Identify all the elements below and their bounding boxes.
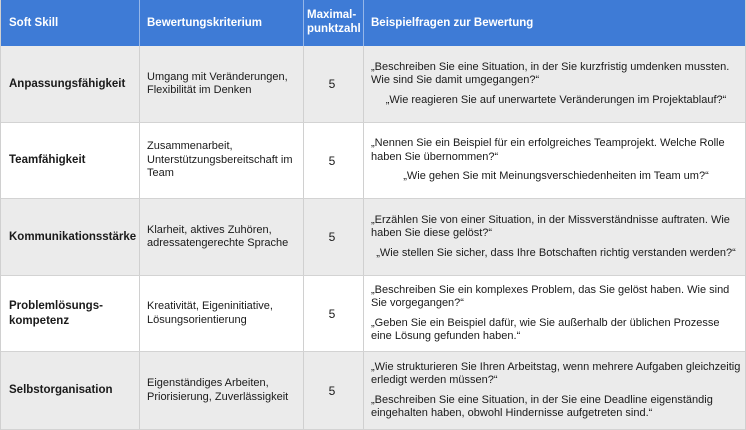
column-divider xyxy=(363,352,364,429)
kriterium-text: Klarheit, aktives Zuhören, adressatengerechte Sprache xyxy=(147,223,289,249)
question-list xyxy=(371,46,741,122)
kriterium-text: Zusammenarbeit, Unterstützungsbereitschaft im Team xyxy=(147,140,293,180)
header-divider xyxy=(303,0,304,46)
question-text: „Beschreiben Sie eine Situation, in der Sie eine Deadline eigenständig eingehalten haben, obwohl Hindernisse aufgetreten sind.“ xyxy=(371,393,713,419)
kriterium-text: Umgang mit Veränderungen, Flexibilität im Denken xyxy=(147,70,288,96)
skill-name: Teamfähigkeit xyxy=(9,154,86,166)
question-text: „Wie gehen Sie mit Meinungsverschiedenheiten im Team um?“ xyxy=(403,170,709,183)
header-beispielfragen: Beispielfragen zur Bewertung xyxy=(371,17,534,29)
header-divider xyxy=(139,0,140,46)
question-text: „Beschreiben Sie eine Situation, in der Sie kurzfristig umdenken mussten. Wie sind Sie damit umgegangen?“ xyxy=(371,60,730,87)
table-row xyxy=(1,46,745,123)
max-points: 5 xyxy=(328,306,336,321)
table-row xyxy=(1,199,745,276)
question-text: „Nennen Sie ein Beispiel für ein erfolgreiches Teamprojekt. Welche Rolle haben Sie übernommen?“ xyxy=(371,137,725,163)
header-soft-skill: Soft Skill xyxy=(9,17,59,29)
question-text: „Wie stellen Sie sicher, dass Ihre Botschaften richtig verstanden werden?“ xyxy=(376,246,736,259)
max-points: 5 xyxy=(328,383,336,398)
table-row xyxy=(1,352,745,430)
table-row xyxy=(1,123,745,199)
question-list xyxy=(371,199,741,275)
header-kriterium: Bewertungskriterium xyxy=(147,17,263,29)
kriterium-text: Eigenständiges Arbeiten, Priorisierung, Zuverlässigkeit xyxy=(147,377,289,403)
question-text: „Beschreiben Sie ein komplexes Problem, das Sie gelöst haben. Wie sind Sie vorgegangen?“ xyxy=(371,283,730,309)
skill-name: Problemlösungs-kompetenz xyxy=(9,299,103,327)
table-row xyxy=(1,276,745,352)
question-list xyxy=(371,352,741,429)
column-divider xyxy=(363,123,364,198)
column-divider xyxy=(139,199,140,275)
column-divider xyxy=(139,352,140,429)
question-text: „Geben Sie ein Beispiel dafür, wie Sie außerhalb der üblichen Prozesse eine Lösung gefunden haben.“ xyxy=(371,316,720,342)
column-divider xyxy=(363,199,364,275)
column-divider xyxy=(139,46,140,122)
question-text: „Wie strukturieren Sie Ihren Arbeitstag, wenn mehrere Aufgaben gleichzeitig erledigt werden müssen?“ xyxy=(371,360,741,386)
max-points: 5 xyxy=(328,153,336,168)
kriterium-text: Kreativität, Eigeninitiative, Lösungsorientierung xyxy=(147,300,273,326)
column-divider xyxy=(363,46,364,122)
question-list xyxy=(371,123,741,198)
skill-name: Anpassungsfähigkeit xyxy=(9,77,126,90)
max-points: 5 xyxy=(328,77,336,91)
column-divider xyxy=(363,276,364,351)
header-maximalpunktzahl xyxy=(307,0,361,46)
question-list xyxy=(371,276,741,351)
question-text: „Erzählen Sie von einer Situation, in der Missverständnisse auftraten. Wie haben Sie diese gelöst?“ xyxy=(371,213,730,240)
max-points: 5 xyxy=(328,230,336,244)
header-max-line2: punktzahl xyxy=(307,23,361,35)
skill-name: Selbstorganisation xyxy=(9,384,113,396)
skill-name: Kommunikationsstärke xyxy=(9,230,137,243)
header-max-line1: Maximal- xyxy=(307,9,357,21)
question-text: „Wie reagieren Sie auf unerwartete Veränderungen im Projektablauf?“ xyxy=(385,93,727,106)
table-header xyxy=(1,0,745,46)
column-divider xyxy=(139,276,140,351)
column-divider xyxy=(139,123,140,198)
header-divider xyxy=(363,0,364,46)
